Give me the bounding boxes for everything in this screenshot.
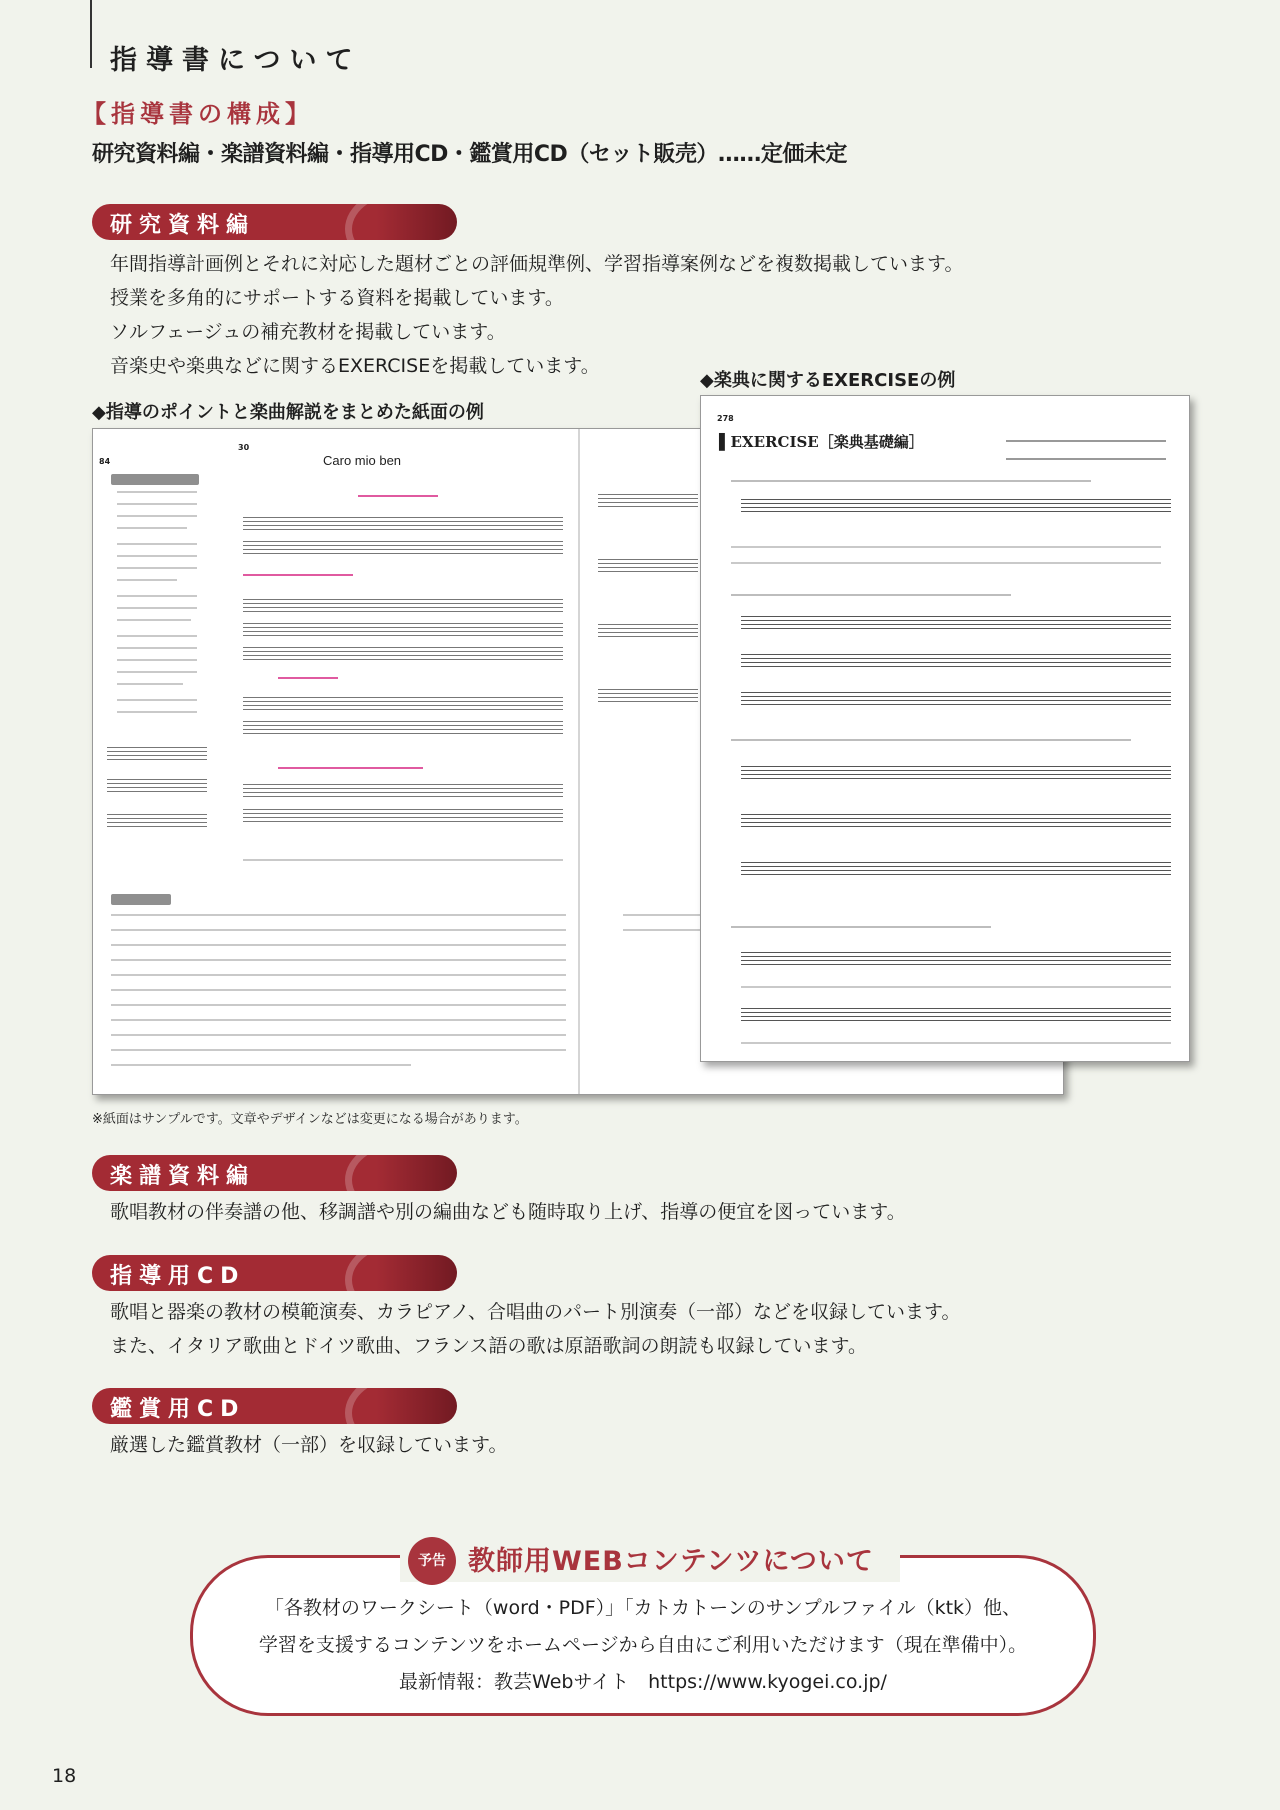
text-line xyxy=(117,647,197,649)
notice-line: 学習を支援するコンテンツをホームページから自由にご利用いただけます（現在準備中）。 xyxy=(258,1634,1028,1656)
section-body-listening-cd xyxy=(110,1428,507,1462)
exercise-staff xyxy=(741,814,1171,830)
section-body-research xyxy=(110,247,963,383)
question-line xyxy=(731,594,1011,596)
text-line xyxy=(111,989,566,991)
score-staff xyxy=(243,721,563,737)
page-title: 指導書について xyxy=(110,45,362,76)
section-bar-score xyxy=(92,1155,457,1191)
text-line xyxy=(741,1042,1171,1044)
sample-exercise-image xyxy=(700,395,1190,1062)
question-line xyxy=(731,480,1091,482)
annotation-line xyxy=(278,677,338,679)
annotation-line xyxy=(278,767,423,769)
page-number: 18 xyxy=(52,1765,77,1787)
song-title: Caro mio ben xyxy=(323,453,402,468)
text-line xyxy=(111,944,566,946)
section-bar-research xyxy=(92,204,457,240)
section-bar-listening-cd xyxy=(92,1388,457,1424)
section-line: ソルフェージュの補充教材を掲載しています。 xyxy=(110,321,506,343)
text-line xyxy=(117,503,197,505)
mini-staff xyxy=(107,779,207,795)
score-staff xyxy=(598,624,698,640)
score-staff xyxy=(243,647,563,663)
section-line: 年間指導計画例とそれに対応した題材ごとの評価規準例、学習指導案例などを複数掲載しています。 xyxy=(110,253,964,275)
section-line: 厳選した鑑賞教材（一部）を収録しています。 xyxy=(110,1434,508,1456)
text-line xyxy=(1006,458,1166,460)
section-line: 授業を多角的にサポートする資料を掲載しています。 xyxy=(110,287,564,309)
annotation-line xyxy=(243,574,353,576)
section-title: 楽譜資料編 xyxy=(110,1164,256,1189)
sample-footnote: ※紙面はサンプルです。文章やデザインなどは変更になる場合があります。 xyxy=(92,1112,528,1127)
text-line xyxy=(117,543,197,545)
exercise-heading: ▌EXERCISE［楽典基礎編］ xyxy=(719,433,924,451)
text-line xyxy=(111,1049,566,1051)
exercise-staff xyxy=(741,654,1171,670)
exercise-staff xyxy=(741,692,1171,708)
section-title: 指導用CD xyxy=(110,1264,246,1289)
score-staff xyxy=(598,559,698,575)
mini-staff xyxy=(107,814,207,830)
spread-example-label: ◆指導のポイントと楽曲解説をまとめた紙面の例 xyxy=(92,402,484,423)
notice-body xyxy=(190,1590,1096,1701)
notice-line[interactable]: 最新情報：教芸Webサイト https://www.kyogei.co.jp/ xyxy=(399,1671,887,1693)
text-line xyxy=(117,659,197,661)
spread-page-left: 84 xyxy=(99,457,111,466)
sidebar-heading-block xyxy=(111,474,199,485)
score-staff xyxy=(243,599,563,615)
text-line xyxy=(111,1034,566,1036)
notice-line: 「各教材のワークシート（word・PDF）」「カトカトーンのサンプルファイル（ktk）他、 xyxy=(264,1597,1022,1619)
notice-badge: 予告 xyxy=(408,1537,456,1585)
text-line xyxy=(117,579,177,581)
question-line xyxy=(731,926,991,928)
section-line: 音楽史や楽典などに関するEXERCISEを掲載しています。 xyxy=(110,355,600,377)
text-line xyxy=(111,1019,566,1021)
text-line xyxy=(117,635,197,637)
exercise-staff xyxy=(741,499,1171,515)
text-line xyxy=(111,959,566,961)
text-line xyxy=(117,711,197,713)
text-line xyxy=(117,699,197,701)
text-line xyxy=(1006,440,1166,442)
exercise-staff xyxy=(741,1008,1171,1024)
score-staff xyxy=(243,697,563,713)
score-staff xyxy=(243,541,563,557)
text-line xyxy=(741,986,1171,988)
score-staff xyxy=(598,689,698,705)
text-line xyxy=(117,619,191,621)
text-line xyxy=(111,1004,566,1006)
mini-staff xyxy=(107,747,207,763)
text-line xyxy=(243,859,563,861)
exercise-staff xyxy=(741,766,1171,782)
section-body-score xyxy=(110,1195,906,1229)
section-line: 歌唱教材の伴奏譜の他、移調譜や別の編曲なども随時取り上げ、指導の便宜を図っています。 xyxy=(110,1201,906,1223)
text-line xyxy=(111,929,566,931)
text-line xyxy=(117,567,197,569)
exercise-page-number: 278 xyxy=(717,414,734,423)
text-line xyxy=(117,671,197,673)
spread-page-right: 30 xyxy=(238,443,250,452)
text-line xyxy=(117,491,197,493)
text-line xyxy=(117,515,197,517)
exercise-staff xyxy=(741,616,1171,632)
header-rule xyxy=(90,0,92,68)
structure-heading: 【指導書の構成】 xyxy=(82,100,314,128)
notice-title: 教師用WEBコンテンツについて xyxy=(468,1546,874,1577)
section-bar-teaching-cd xyxy=(92,1255,457,1291)
text-line xyxy=(117,683,183,685)
section-line: また、イタリア歌曲とドイツ歌曲、フランス語の歌は原語歌詞の朗読も収録しています。 xyxy=(110,1335,867,1357)
text-line xyxy=(117,595,197,597)
structure-description: 研究資料編・楽譜資料編・指導用CD・鑑賞用CD（セット販売）……定価未定 xyxy=(92,142,847,167)
question-line xyxy=(731,739,1131,741)
text-line xyxy=(117,527,187,529)
text-line xyxy=(117,607,197,609)
text-line xyxy=(111,1064,411,1066)
score-staff xyxy=(243,784,563,800)
section-body-teaching-cd xyxy=(110,1295,960,1363)
spread-fold xyxy=(578,429,580,1094)
score-staff xyxy=(243,623,563,639)
section-line: 歌唱と器楽の教材の模範演奏、カラピアノ、合唱曲のパート別演奏（一部）などを収録しています。 xyxy=(110,1301,961,1323)
score-staff xyxy=(243,809,563,825)
annotation-line xyxy=(358,495,438,497)
text-line xyxy=(117,555,197,557)
text-line xyxy=(731,562,1161,564)
exercise-staff xyxy=(741,952,1171,968)
exercise-staff xyxy=(741,862,1171,878)
section-title: 研究資料編 xyxy=(110,213,256,238)
score-staff xyxy=(598,494,698,510)
exercise-example-label: ◆楽典に関するEXERCISEの例 xyxy=(700,370,956,391)
text-line xyxy=(111,914,566,916)
score-staff xyxy=(243,517,563,533)
text-line xyxy=(111,974,566,976)
section-title: 鑑賞用CD xyxy=(110,1397,246,1422)
text-line xyxy=(731,546,1161,548)
commentary-heading-block xyxy=(111,894,171,905)
